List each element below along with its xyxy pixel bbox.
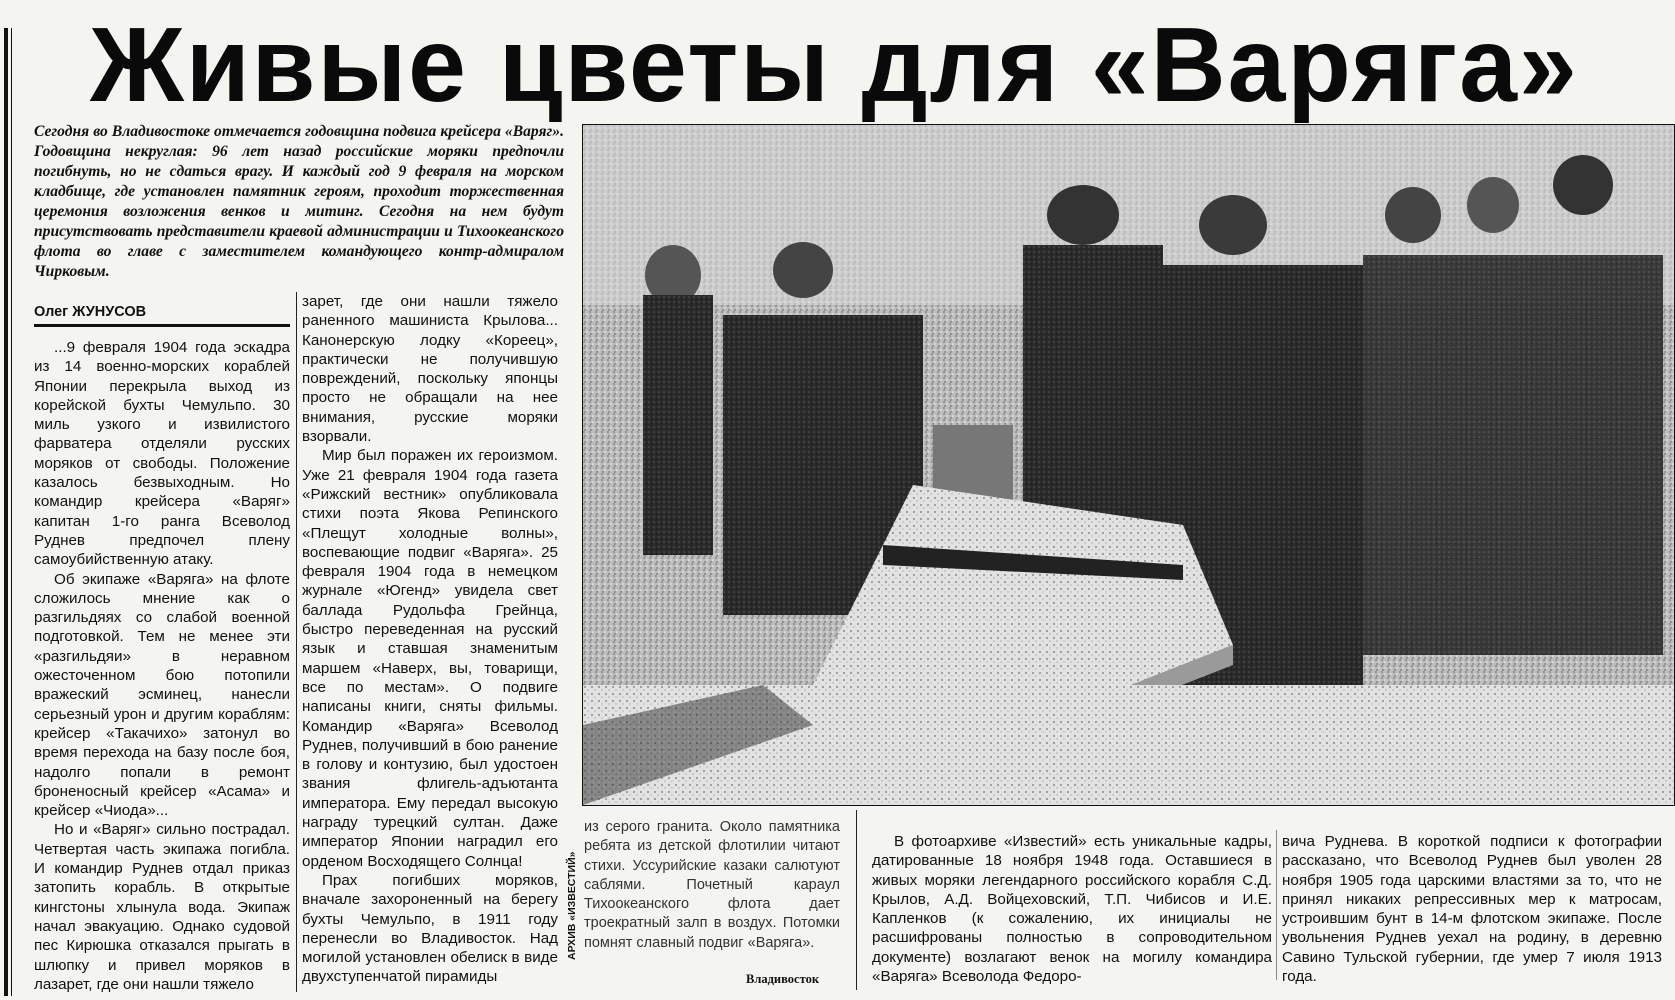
dateline: Владивосток [746, 972, 820, 986]
photo-image [583, 125, 1674, 805]
paragraph: Прах погибших моряков, вначале захороненный на берегу бухты Чемульпо, в 1911 году перенесли во Владивосток. Над могилой установлен обелиск в виде двухступенчатой пирамиды [302, 871, 558, 986]
article-column-2 [302, 292, 558, 987]
paragraph: Мир был поражен их героизмом. Уже 21 февраля 1904 года газета «Рижский вестник» опубликовала стихи поэта Якова Репинского «Плещут холодные волны», воспевающие подвиг «Варяга». 25 февраля 1904 года в немецком журнале «Югенд» увидела свет баллада Рудольфа Грейнца, быстро переведенная на русский язык и ставшая знаменитым маршем «Наверх, вы, товарищи, все по местам». О подвиге написаны книги, сняты фильмы. Командир «Варяга» Всеволод Руднев, получивший в бою ранение в голову и контузию, был удостоен звания флигель-адъютанта императора. Ему передал высокую награду турецкий султан. Даже император Японии наградил его орденом Восходящего Солнца! [302, 447, 558, 870]
photo-credit: АРХИВ «ИЗВЕСТИЙ» [566, 851, 578, 960]
page-border-thin [11, 28, 12, 996]
paragraph: Но и «Варяг» сильно пострадал. Четвертая часть экипажа погибла. И командир Руднев отдал приказ затопить корабль. В открытые кингстоны хлынула вода. Экипаж начал эвакуацию. Однако судовой пес Кирюшка отказался прыгать в шлюпку и привел моряков в лазарет, где они нашли тяжело [34, 821, 290, 993]
lead-paragraph: Сегодня во Владивостоке отмечается годовщина подвига крейсера «Варяг». Годовщина некруглая: 96 лет назад российские моряки предпочли погибнуть, но не сдаться врагу. И каждый год 9 февраля на морском кладбище, где установлен памятник героям, проходит торжественная церемония возложения венков и митинг. Сегодня на нем будут присутствовать представители краевой администрации и Тихоокеанского флота во главе с заместителем командующего контр-адмиралом Чирковым. [34, 123, 564, 280]
byline: Олег ЖУНУСОВ [34, 302, 290, 327]
page-border [4, 28, 8, 996]
paragraph: из серого гранита. Около памятника ребята из детской флотилии читают стихи. Уссурийские казаки салютуют саблями. Почетный караул Тихоокеанского флота дает троекратный залп в воздух. Потомки помнят славный подвиг «Варяга». [584, 819, 840, 951]
article-column-1 [34, 338, 290, 994]
paragraph: ...9 февраля 1904 года эскадра из 14 военно-морских кораблей Японии перекрыла выход из корейской бухты Чемульпо. 30 миль узкого и извилистого фарватера отделяли русских моряков от свободы. Положение казалось безвыходным. Но командир крейсера «Варяг» капитан 1-го ранга Всеволод Руднев предпочел плену самоубийственную атаку. [34, 339, 290, 569]
column-divider [296, 292, 297, 992]
paragraph: Об экипаже «Варяга» на флоте сложилось мнение как о разгильдяях со слабой военной подготовкой. Тем не менее эти «разгильдяи» в неравном ожесточенном бою потопили вражеский эсминец, нанесли серьезный урон и другим кораблям: крейсер «Такачихо» затонул во время перехода на базу после боя, надолго попали в ремонт броненосный крейсер «Асама» и крейсер «Чиода»... [34, 570, 290, 820]
column-divider [856, 810, 857, 990]
paragraph: зарет, где они нашли тяжело раненного машиниста Крылова... Канонерскую лодку «Кореец», практически не получившую повреждений, поскольку японцы просто не обращали на нее внимания, русские моряки взорвали. [302, 293, 558, 446]
archive-photo [582, 124, 1675, 806]
caption-divider [1276, 830, 1277, 980]
photo-caption-left: В фотоархиве «Известий» есть уникальные кадры, датированные 18 ноября 1948 года. Оставшиеся в живых моряки легендарного российского корабля С.Д. Крылов, А.Д. Войцеховский, Т.П. Чибисов и И.Е. Капленков (к сожалению, их инициалы не расшифрованы полностью в сопроводительном документе) возлагают венок на могилу командира «Варяга» Всеволода Федоро- [872, 833, 1272, 986]
article-column-3 [584, 818, 840, 953]
photo-caption-right: вича Руднева. В короткой подписи к фотографии рассказано, что Всеволод Руднев был уволен 28 ноября 1905 года царскими властями за то, что не принял никаких репрессивных мер к матросам, устроившим бунт в 14-м флотском экипаже. После увольнения Руднев уехал на родину, в деревню Савино Тульской губернии, где умер 7 июля 1913 года. [1282, 833, 1662, 986]
headline: Живые цветы для «Варяга» [90, 6, 1579, 124]
